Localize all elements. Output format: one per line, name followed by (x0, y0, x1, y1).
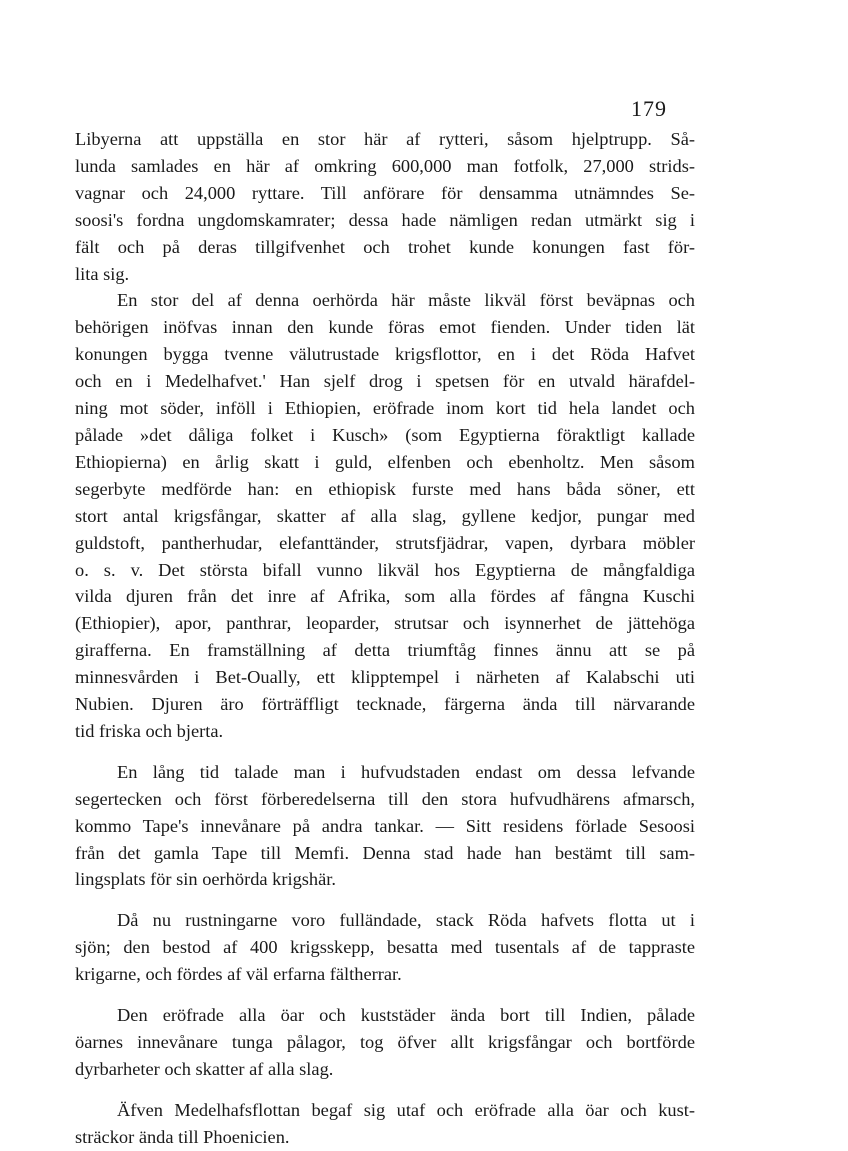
text-line: fält och på deras tillgifvenhet och trohet kunde konungen fast för- (75, 236, 695, 257)
text-line: sjön; den bestod af 400 krigsskepp, besatta med tusentals af de tappraste (75, 937, 695, 958)
text-line: lunda samlades en här af omkring 600,000 man fotfolk, 27,000 strids- (75, 155, 695, 176)
text-line: vilda djuren från det inre af Afrika, som alla fördes af fångna Kuschi (75, 586, 695, 607)
text-line: kommo Tape's innevånare på andra tankar. — Sitt residens förlade Sesoosi (75, 815, 695, 836)
paragraph (75, 1097, 695, 1151)
text-line: från det gamla Tape till Memfi. Denna stad hade han bestämt till sam- (75, 842, 695, 863)
text-line: o. s. v. Det största bifall vunno likväl hos Egyptierna de mångfaldiga (75, 559, 695, 580)
text-line: och en i Medelhafvet.' Han sjelf drog i spetsen för en utvald härafdel- (75, 371, 695, 392)
text-line: En stor del af denna oerhörda här måste likväl först beväpnas och (117, 290, 695, 311)
text-line: (Ethiopier), apor, panthrar, leoparder, strutsar och isynnerhet de jättehöga (75, 613, 695, 634)
text-line: Libyerna att uppställa en stor här af rytteri, såsom hjelptrupp. Så- (75, 129, 695, 149)
text-line: lingsplats för sin oerhörda krigshär. (75, 869, 336, 890)
paragraph (75, 126, 695, 287)
paragraph (75, 1002, 695, 1083)
text-line: pålade »det dåliga folket i Kusch» (som Egyptierna föraktligt kallade (75, 424, 695, 445)
text-line: girafferna. En framställning af detta triumftåg finnes ännu att se på (75, 640, 695, 661)
text-line: Äfven Medelhafsflottan begaf sig utaf och eröfrade alla öar och kust- (117, 1099, 695, 1120)
text-line: Då nu rustningarne voro fulländade, stack Röda hafvets flotta ut i (117, 910, 695, 931)
text-line: Den eröfrade alla öar och kuststäder ända bort till Indien, pålade (117, 1005, 695, 1026)
text-line: konungen bygga tvenne välutrustade krigsflottor, en i det Röda Hafvet (75, 344, 695, 365)
text-line: krigarne, och fördes af väl erfarna fältherrar. (75, 964, 402, 985)
paragraph (75, 287, 695, 744)
text-line: lita sig. (75, 263, 130, 284)
text-line: segerbyte medförde han: en ethiopisk furste med hans båda söner, ett (75, 478, 695, 499)
paragraph (75, 907, 695, 988)
text-line: sträckor ända till Phoenicien. (75, 1126, 290, 1147)
page-number: 179 (631, 96, 667, 121)
body-text (75, 126, 695, 1151)
text-line: vagnar och 24,000 ryttare. Till anförare för densamma utnämndes Se- (75, 182, 695, 203)
text-line: Ethiopierna) en årlig skatt i guld, elfenben och ebenholtz. Men såsom (75, 451, 695, 472)
text-line: soosi's fordna ungdomskamrater; dessa hade nämligen redan utmärkt sig i (75, 209, 695, 230)
text-line: behörigen inöfvas innan den kunde föras emot fienden. Under tiden lät (75, 317, 695, 338)
paragraph (75, 759, 695, 894)
text-line: dyrbarheter och skatter af alla slag. (75, 1058, 334, 1079)
text-line: öarnes innevånare tunga pålagor, tog öfver allt krigsfångar och bortförde (75, 1032, 695, 1052)
text-line: Nubien. Djuren äro förträffligt tecknade, färgerna ända till närvarande (75, 694, 695, 715)
text-line: tid friska och bjerta. (75, 720, 224, 741)
text-line: stort antal krigsfångar, skatter af alla slag, gyllene kedjor, pungar med (75, 505, 695, 526)
text-line: segertecken och först förberedelserna till den stora hufvudhärens afmarsch, (75, 788, 695, 809)
text-line: guldstoft, pantherhudar, elefanttänder, strutsfjädrar, vapen, dyrbara möbler (75, 532, 695, 553)
text-line: En lång tid talade man i hufvudstaden endast om dessa lefvande (117, 761, 695, 782)
text-line: ning mot söder, inföll i Ethiopien, eröfrade inom kort tid hela landet och (75, 398, 695, 419)
text-line: minnesvården i Bet-Oually, ett klipptempel i närheten af Kalabschi uti (75, 667, 695, 688)
